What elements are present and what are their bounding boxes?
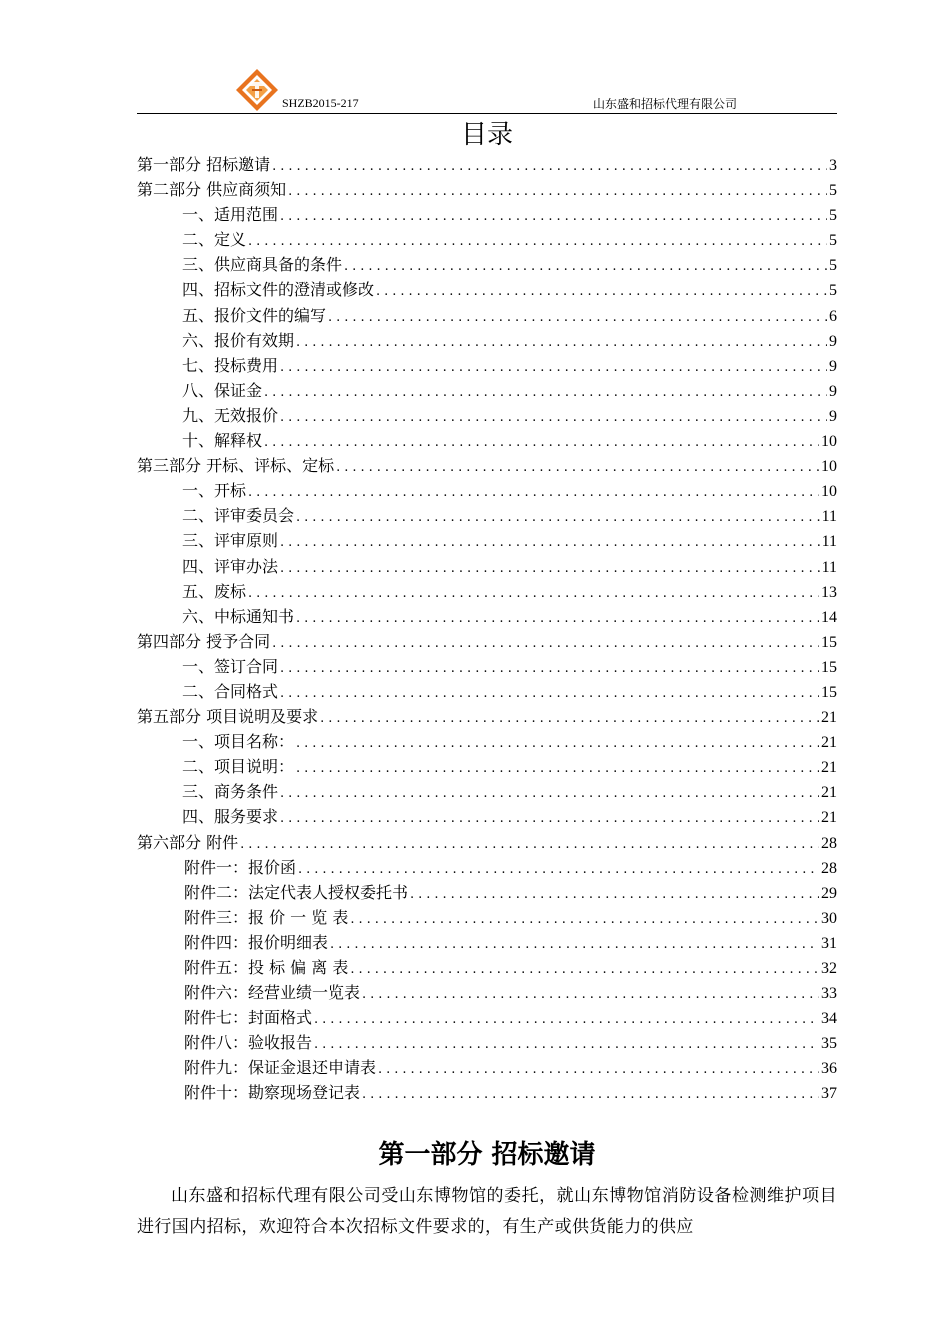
toc-entry-page: 9	[829, 407, 837, 425]
toc-entry[interactable]	[137, 478, 837, 503]
toc-entry[interactable]	[137, 905, 837, 930]
toc-leader-dots	[248, 480, 819, 505]
toc-leader-dots	[264, 380, 827, 405]
toc-entry-page: 28	[821, 859, 837, 877]
toc-entry-page: 10	[821, 433, 837, 451]
toc-leader-dots	[280, 530, 820, 555]
toc-leader-dots	[336, 455, 819, 480]
toc-entry[interactable]	[137, 177, 837, 202]
toc-entry[interactable]	[137, 1005, 837, 1030]
toc-leader-dots	[314, 1032, 819, 1057]
toc-entry-page: 5	[829, 207, 837, 225]
toc-leader-dots	[288, 179, 827, 204]
toc-entry-label: 三、供应商具备的条件	[182, 255, 343, 275]
toc-title: 目录	[460, 120, 513, 150]
toc-entry[interactable]	[137, 353, 837, 378]
toc-entry[interactable]	[137, 403, 837, 428]
toc-entry-label: 六、中标通知书	[182, 606, 295, 626]
toc-entry-page: 15	[821, 658, 837, 676]
toc-entry-label: 一、项目名称：	[182, 732, 295, 752]
table-of-contents	[137, 152, 837, 1106]
toc-entry-label: 第六部分 附件	[137, 832, 239, 852]
toc-entry[interactable]	[137, 378, 837, 403]
toc-entry-label: 附件六：经营业绩一览表	[184, 983, 361, 1003]
toc-leader-dots	[362, 1082, 819, 1107]
toc-entry-page: 21	[821, 809, 837, 827]
toc-entry-label: 二、定义	[182, 230, 247, 250]
toc-leader-dots	[296, 731, 819, 756]
toc-entry[interactable]	[137, 880, 837, 905]
toc-entry[interactable]	[137, 252, 837, 277]
toc-leader-dots	[280, 204, 827, 229]
toc-entry-label: 二、评审委员会	[182, 506, 295, 526]
toc-leader-dots	[296, 330, 827, 355]
toc-entry-page: 29	[821, 884, 837, 902]
toc-leader-dots	[328, 305, 827, 330]
toc-entry-page: 10	[821, 483, 837, 501]
toc-entry-page: 21	[821, 784, 837, 802]
toc-entry-label: 附件十：勘察现场登记表	[184, 1083, 361, 1103]
toc-leader-dots	[248, 581, 819, 606]
document-code: SHZB2015-217	[282, 96, 359, 110]
toc-entry-label: 附件五：投 标 偏 离 表	[184, 958, 349, 977]
toc-entry-page: 15	[821, 633, 837, 651]
toc-entry[interactable]	[137, 930, 837, 955]
toc-leader-dots	[344, 254, 827, 279]
toc-entry-label: 十、解释权	[182, 431, 263, 451]
toc-entry[interactable]	[137, 503, 837, 528]
toc-entry[interactable]	[137, 779, 837, 804]
toc-entry-label: 九、无效报价	[182, 405, 279, 425]
toc-entry-label: 第一部分 招标邀请	[137, 155, 271, 174]
toc-entry-page: 3	[829, 157, 837, 174]
toc-entry-page: 34	[821, 1010, 837, 1028]
toc-entry[interactable]	[137, 679, 837, 704]
toc-entry-page: 13	[821, 583, 837, 601]
toc-leader-dots	[350, 907, 819, 932]
toc-leader-dots	[280, 656, 819, 681]
toc-entry-page: 9	[829, 382, 837, 400]
toc-leader-dots	[362, 982, 819, 1007]
toc-entry[interactable]	[137, 428, 837, 453]
toc-entry-label: 三、评审原则	[182, 531, 279, 551]
toc-entry[interactable]	[137, 1080, 837, 1105]
company-logo-icon	[235, 68, 279, 112]
toc-entry[interactable]	[137, 1030, 837, 1055]
toc-entry[interactable]	[137, 980, 837, 1005]
toc-entry-page: 5	[829, 282, 837, 300]
toc-entry-label: 一、适用范围	[182, 205, 279, 225]
toc-entry-label: 五、废标	[182, 581, 247, 601]
section-title: 第一部分 招标邀请	[378, 1140, 596, 1170]
toc-leader-dots	[330, 932, 819, 957]
toc-entry-page: 6	[829, 307, 837, 325]
toc-leader-dots	[298, 857, 819, 882]
toc-entry[interactable]	[137, 453, 837, 478]
toc-entry-label: 七、投标费用	[182, 355, 279, 375]
toc-entry-label: 第四部分 授予合同	[137, 631, 271, 651]
toc-entry-label: 三、商务条件	[182, 782, 279, 802]
toc-entry[interactable]	[137, 328, 837, 353]
toc-entry-label: 第二部分 供应商须知	[137, 180, 287, 200]
toc-entry-label: 第五部分 项目说明及要求	[137, 707, 319, 727]
toc-entry-page: 11	[821, 558, 837, 576]
toc-entry-label: 四、招标文件的澄清或修改	[182, 280, 375, 300]
toc-leader-dots	[314, 1007, 819, 1032]
toc-entry[interactable]	[137, 629, 837, 654]
toc-entry-page: 14	[821, 608, 837, 626]
toc-entry[interactable]	[137, 704, 837, 729]
toc-entry-page: 36	[821, 1060, 837, 1078]
toc-entry[interactable]	[137, 554, 837, 579]
toc-entry-page: 31	[821, 934, 837, 952]
toc-entry-label: 四、服务要求	[182, 807, 279, 827]
toc-leader-dots	[378, 1057, 819, 1082]
toc-entry-label: 附件七：封面格式	[184, 1008, 313, 1028]
toc-entry[interactable]	[137, 804, 837, 829]
toc-leader-dots	[280, 806, 819, 831]
toc-leader-dots	[350, 957, 819, 982]
toc-entry[interactable]	[137, 579, 837, 604]
toc-entry-label: 一、开标	[182, 481, 247, 501]
toc-entry-page: 5	[829, 232, 837, 250]
toc-entry[interactable]	[137, 1055, 837, 1080]
toc-entry[interactable]	[137, 202, 837, 227]
toc-entry[interactable]	[137, 654, 837, 679]
company-name: 山东盛和招标代理有限公司	[592, 97, 737, 111]
toc-entry[interactable]	[137, 528, 837, 553]
toc-leader-dots	[280, 556, 820, 581]
toc-leader-dots	[280, 781, 819, 806]
toc-leader-dots	[376, 279, 827, 304]
toc-entry-label: 附件三：报 价 一 览 表	[184, 907, 349, 927]
toc-entry-page: 21	[821, 734, 837, 752]
toc-entry-label: 五、报价文件的编写	[182, 305, 327, 325]
toc-leader-dots	[296, 505, 820, 530]
toc-leader-dots	[272, 154, 827, 179]
toc-entry-page: 21	[821, 759, 837, 777]
toc-entry[interactable]	[137, 855, 837, 880]
toc-entry-label: 附件二：法定代表人授权委托书	[184, 882, 409, 902]
toc-leader-dots	[280, 681, 819, 706]
toc-entry[interactable]	[137, 729, 837, 754]
toc-entry-page: 37	[821, 1085, 837, 1103]
toc-leader-dots	[272, 631, 819, 656]
toc-leader-dots	[320, 706, 819, 731]
toc-entry[interactable]	[137, 152, 837, 177]
toc-entry-label: 二、合同格式	[182, 681, 279, 701]
toc-leader-dots	[296, 606, 819, 631]
toc-entry-page: 11	[821, 508, 837, 526]
toc-entry-label: 六、报价有效期	[182, 330, 295, 350]
toc-leader-dots	[296, 756, 819, 781]
toc-entry-label: 四、评审办法	[182, 556, 279, 576]
toc-leader-dots	[410, 882, 819, 907]
toc-entry-label: 八、保证金	[182, 380, 263, 400]
toc-entry-page: 32	[821, 960, 837, 977]
toc-entry-page: 9	[829, 357, 837, 375]
toc-leader-dots	[280, 355, 827, 380]
toc-entry-label: 附件八：验收报告	[184, 1033, 313, 1053]
toc-entry-label: 附件一：报价函	[184, 857, 297, 877]
toc-entry-page: 30	[821, 909, 837, 927]
toc-entry-label: 一、签订合同	[182, 656, 279, 676]
toc-entry[interactable]	[137, 955, 837, 980]
toc-leader-dots	[280, 405, 827, 430]
toc-entry[interactable]	[137, 754, 837, 779]
toc-entry-page: 5	[829, 182, 837, 200]
toc-entry-page: 15	[821, 683, 837, 701]
toc-entry-label: 第三部分 开标、评标、定标	[137, 456, 335, 476]
toc-entry-page: 10	[821, 458, 837, 476]
toc-entry-page: 9	[829, 332, 837, 350]
toc-entry-page: 5	[829, 257, 837, 275]
toc-entry-page: 28	[821, 834, 837, 852]
intro-paragraph: 山东盛和招标代理有限公司受山东博物馆的委托，就山东博物馆消防设备检测维护项目进行国内招标，欢迎符合本次招标文件要求的，有生产或供货能力的供应	[137, 1186, 837, 1237]
toc-leader-dots	[264, 430, 819, 455]
page-header	[137, 62, 837, 114]
toc-entry[interactable]	[137, 830, 837, 855]
toc-leader-dots	[248, 229, 827, 254]
toc-entry[interactable]	[137, 303, 837, 328]
toc-entry-label: 附件四：报价明细表	[184, 932, 329, 952]
toc-entry-label: 二、项目说明：	[182, 757, 295, 777]
toc-leader-dots	[240, 832, 819, 857]
toc-entry-page: 11	[821, 533, 837, 551]
toc-entry-page: 35	[821, 1035, 837, 1053]
toc-entry[interactable]	[137, 604, 837, 629]
toc-entry[interactable]	[137, 277, 837, 302]
toc-entry[interactable]	[137, 227, 837, 252]
toc-entry-page: 21	[821, 709, 837, 727]
toc-entry-page: 33	[821, 985, 837, 1003]
toc-entry-label: 附件九：保证金退还申请表	[184, 1058, 377, 1078]
